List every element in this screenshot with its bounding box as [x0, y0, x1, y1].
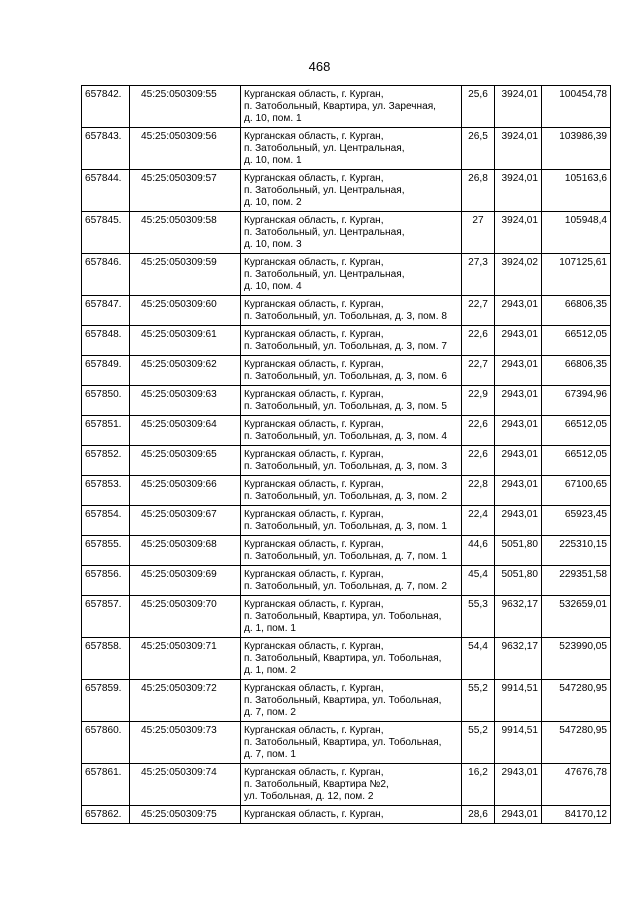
area-cell: 22,7 — [462, 296, 495, 326]
table-row — [82, 566, 611, 596]
row-number-cell: 657843. — [82, 128, 130, 170]
unit-price-cell: 9914,51 — [495, 680, 542, 722]
table-row — [82, 416, 611, 446]
cadastral-number-cell: 45:25:050309:63 — [130, 386, 241, 416]
total-value-cell: 66512,05 — [542, 446, 611, 476]
area-cell: 55,2 — [462, 722, 495, 764]
address-cell: Курганская область, г. Курган, п. Затобольный, ул. Тобольная, д. 3, пом. 1 — [241, 506, 462, 536]
unit-price-cell: 9914,51 — [495, 722, 542, 764]
unit-price-cell: 2943,01 — [495, 296, 542, 326]
address-cell: Курганская область, г. Курган, п. Затобольный, Квартира, ул. Заречная, д. 10, пом. 1 — [241, 86, 462, 128]
cadastral-number-cell: 45:25:050309:69 — [130, 566, 241, 596]
row-number-cell: 657860. — [82, 722, 130, 764]
page-number: 468 — [308, 59, 331, 74]
cadastral-number-cell: 45:25:050309:74 — [130, 764, 241, 806]
total-value-cell: 65923,45 — [542, 506, 611, 536]
unit-price-cell: 2943,01 — [495, 806, 542, 824]
cadastral-number-cell: 45:25:050309:67 — [130, 506, 241, 536]
address-cell: Курганская область, г. Курган, п. Затобольный, Квартира, ул. Тобольная, д. 7, пом. 2 — [241, 680, 462, 722]
table-row — [82, 476, 611, 506]
total-value-cell: 225310,15 — [542, 536, 611, 566]
cadastral-number-cell: 45:25:050309:56 — [130, 128, 241, 170]
address-cell: Курганская область, г. Курган, п. Затобольный, ул. Тобольная, д. 7, пом. 2 — [241, 566, 462, 596]
table-row — [82, 596, 611, 638]
area-cell: 26,5 — [462, 128, 495, 170]
total-value-cell: 103986,39 — [542, 128, 611, 170]
area-cell: 22,6 — [462, 326, 495, 356]
table-row — [82, 536, 611, 566]
address-cell: Курганская область, г. Курган, п. Затобольный, ул. Тобольная, д. 3, пом. 6 — [241, 356, 462, 386]
row-number-cell: 657842. — [82, 86, 130, 128]
address-cell: Курганская область, г. Курган, п. Затобольный, ул. Центральная, д. 10, пом. 4 — [241, 254, 462, 296]
cadastral-number-cell: 45:25:050309:64 — [130, 416, 241, 446]
area-cell: 55,3 — [462, 596, 495, 638]
row-number-cell: 657861. — [82, 764, 130, 806]
area-cell: 55,2 — [462, 680, 495, 722]
cadastral-number-cell: 45:25:050309:60 — [130, 296, 241, 326]
cadastral-number-cell: 45:25:050309:72 — [130, 680, 241, 722]
table-row — [82, 128, 611, 170]
unit-price-cell: 9632,17 — [495, 638, 542, 680]
row-number-cell: 657850. — [82, 386, 130, 416]
total-value-cell: 107125,61 — [542, 254, 611, 296]
cadastral-number-cell: 45:25:050309:61 — [130, 326, 241, 356]
unit-price-cell: 2943,01 — [495, 764, 542, 806]
cadastral-number-cell: 45:25:050309:68 — [130, 536, 241, 566]
unit-price-cell: 2943,01 — [495, 506, 542, 536]
table-row — [82, 170, 611, 212]
unit-price-cell: 2943,01 — [495, 356, 542, 386]
total-value-cell: 47676,78 — [542, 764, 611, 806]
table-row — [82, 680, 611, 722]
table-row — [82, 764, 611, 806]
unit-price-cell: 2943,01 — [495, 476, 542, 506]
cadastral-number-cell: 45:25:050309:59 — [130, 254, 241, 296]
row-number-cell: 657845. — [82, 212, 130, 254]
row-number-cell: 657848. — [82, 326, 130, 356]
area-cell: 22,6 — [462, 416, 495, 446]
unit-price-cell: 2943,01 — [495, 446, 542, 476]
area-cell: 45,4 — [462, 566, 495, 596]
area-cell: 22,7 — [462, 356, 495, 386]
unit-price-cell: 3924,01 — [495, 128, 542, 170]
row-number-cell: 657849. — [82, 356, 130, 386]
row-number-cell: 657844. — [82, 170, 130, 212]
total-value-cell: 67394,96 — [542, 386, 611, 416]
table-row — [82, 806, 611, 824]
area-cell: 54,4 — [462, 638, 495, 680]
row-number-cell: 657851. — [82, 416, 130, 446]
total-value-cell: 523990,05 — [542, 638, 611, 680]
total-value-cell: 105163,6 — [542, 170, 611, 212]
table-row — [82, 212, 611, 254]
total-value-cell: 547280,95 — [542, 722, 611, 764]
unit-price-cell: 5051,80 — [495, 566, 542, 596]
table-row — [82, 386, 611, 416]
address-cell: Курганская область, г. Курган, п. Затобольный, ул. Тобольная, д. 3, пом. 2 — [241, 476, 462, 506]
table-row — [82, 446, 611, 476]
table-row — [82, 86, 611, 128]
address-cell: Курганская область, г. Курган, п. Затобольный, ул. Тобольная, д. 3, пом. 7 — [241, 326, 462, 356]
unit-price-cell: 3924,01 — [495, 212, 542, 254]
address-cell: Курганская область, г. Курган, п. Затобольный, ул. Тобольная, д. 7, пом. 1 — [241, 536, 462, 566]
unit-price-cell: 3924,01 — [495, 86, 542, 128]
address-cell: Курганская область, г. Курган, п. Затобольный, Квартира, ул. Тобольная, д. 1, пом. 1 — [241, 596, 462, 638]
address-cell: Курганская область, г. Курган, п. Затобольный, ул. Тобольная, д. 3, пом. 8 — [241, 296, 462, 326]
cadastral-number-cell: 45:25:050309:71 — [130, 638, 241, 680]
cadastral-number-cell: 45:25:050309:62 — [130, 356, 241, 386]
area-cell: 44,6 — [462, 536, 495, 566]
total-value-cell: 100454,78 — [542, 86, 611, 128]
cadastral-number-cell: 45:25:050309:65 — [130, 446, 241, 476]
table-row — [82, 638, 611, 680]
address-cell: Курганская область, г. Курган, п. Затобольный, Квартира №2, ул. Тобольная, д. 12, пом. 2 — [241, 764, 462, 806]
area-cell: 26,8 — [462, 170, 495, 212]
cadastral-number-cell: 45:25:050309:70 — [130, 596, 241, 638]
total-value-cell: 532659,01 — [542, 596, 611, 638]
total-value-cell: 229351,58 — [542, 566, 611, 596]
address-cell: Курганская область, г. Курган, п. Затобольный, ул. Центральная, д. 10, пом. 1 — [241, 128, 462, 170]
area-cell: 22,8 — [462, 476, 495, 506]
total-value-cell: 66512,05 — [542, 326, 611, 356]
row-number-cell: 657846. — [82, 254, 130, 296]
area-cell: 22,6 — [462, 446, 495, 476]
total-value-cell: 66806,35 — [542, 296, 611, 326]
address-cell: Курганская область, г. Курган, п. Затобольный, Квартира, ул. Тобольная, д. 1, пом. 2 — [241, 638, 462, 680]
address-cell: Курганская область, г. Курган, п. Затобольный, ул. Тобольная, д. 3, пом. 5 — [241, 386, 462, 416]
row-number-cell: 657847. — [82, 296, 130, 326]
address-cell: Курганская область, г. Курган, п. Затобольный, Квартира, ул. Тобольная, д. 7, пом. 1 — [241, 722, 462, 764]
row-number-cell: 657852. — [82, 446, 130, 476]
table-row — [82, 506, 611, 536]
total-value-cell: 66806,35 — [542, 356, 611, 386]
unit-price-cell: 5051,80 — [495, 536, 542, 566]
address-cell: Курганская область, г. Курган, п. Затобольный, ул. Центральная, д. 10, пом. 2 — [241, 170, 462, 212]
table-row — [82, 254, 611, 296]
row-number-cell: 657853. — [82, 476, 130, 506]
area-cell: 22,9 — [462, 386, 495, 416]
address-cell: Курганская область, г. Курган, п. Затобольный, ул. Тобольная, д. 3, пом. 4 — [241, 416, 462, 446]
table-row — [82, 722, 611, 764]
address-cell: Курганская область, г. Курган, п. Затобольный, ул. Тобольная, д. 3, пом. 3 — [241, 446, 462, 476]
cadastral-number-cell: 45:25:050309:75 — [130, 806, 241, 824]
total-value-cell: 66512,05 — [542, 416, 611, 446]
area-cell: 16,2 — [462, 764, 495, 806]
area-cell: 27,3 — [462, 254, 495, 296]
address-cell: Курганская область, г. Курган, п. Затобольный, ул. Центральная, д. 10, пом. 3 — [241, 212, 462, 254]
property-table — [81, 85, 611, 824]
row-number-cell: 657854. — [82, 506, 130, 536]
table-row — [82, 326, 611, 356]
cadastral-number-cell: 45:25:050309:58 — [130, 212, 241, 254]
unit-price-cell: 3924,01 — [495, 170, 542, 212]
row-number-cell: 657859. — [82, 680, 130, 722]
row-number-cell: 657856. — [82, 566, 130, 596]
row-number-cell: 657855. — [82, 536, 130, 566]
table-row — [82, 356, 611, 386]
area-cell: 22,4 — [462, 506, 495, 536]
unit-price-cell: 2943,01 — [495, 386, 542, 416]
unit-price-cell: 2943,01 — [495, 326, 542, 356]
area-cell: 25,6 — [462, 86, 495, 128]
address-cell: Курганская область, г. Курган, — [241, 806, 462, 824]
cadastral-number-cell: 45:25:050309:55 — [130, 86, 241, 128]
cadastral-number-cell: 45:25:050309:66 — [130, 476, 241, 506]
row-number-cell: 657858. — [82, 638, 130, 680]
area-cell: 27 — [462, 212, 495, 254]
unit-price-cell: 3924,02 — [495, 254, 542, 296]
total-value-cell: 84170,12 — [542, 806, 611, 824]
unit-price-cell: 2943,01 — [495, 416, 542, 446]
unit-price-cell: 9632,17 — [495, 596, 542, 638]
cadastral-number-cell: 45:25:050309:73 — [130, 722, 241, 764]
cadastral-number-cell: 45:25:050309:57 — [130, 170, 241, 212]
total-value-cell: 105948,4 — [542, 212, 611, 254]
total-value-cell: 67100,65 — [542, 476, 611, 506]
row-number-cell: 657857. — [82, 596, 130, 638]
total-value-cell: 547280,95 — [542, 680, 611, 722]
table-row — [82, 296, 611, 326]
row-number-cell: 657862. — [82, 806, 130, 824]
area-cell: 28,6 — [462, 806, 495, 824]
